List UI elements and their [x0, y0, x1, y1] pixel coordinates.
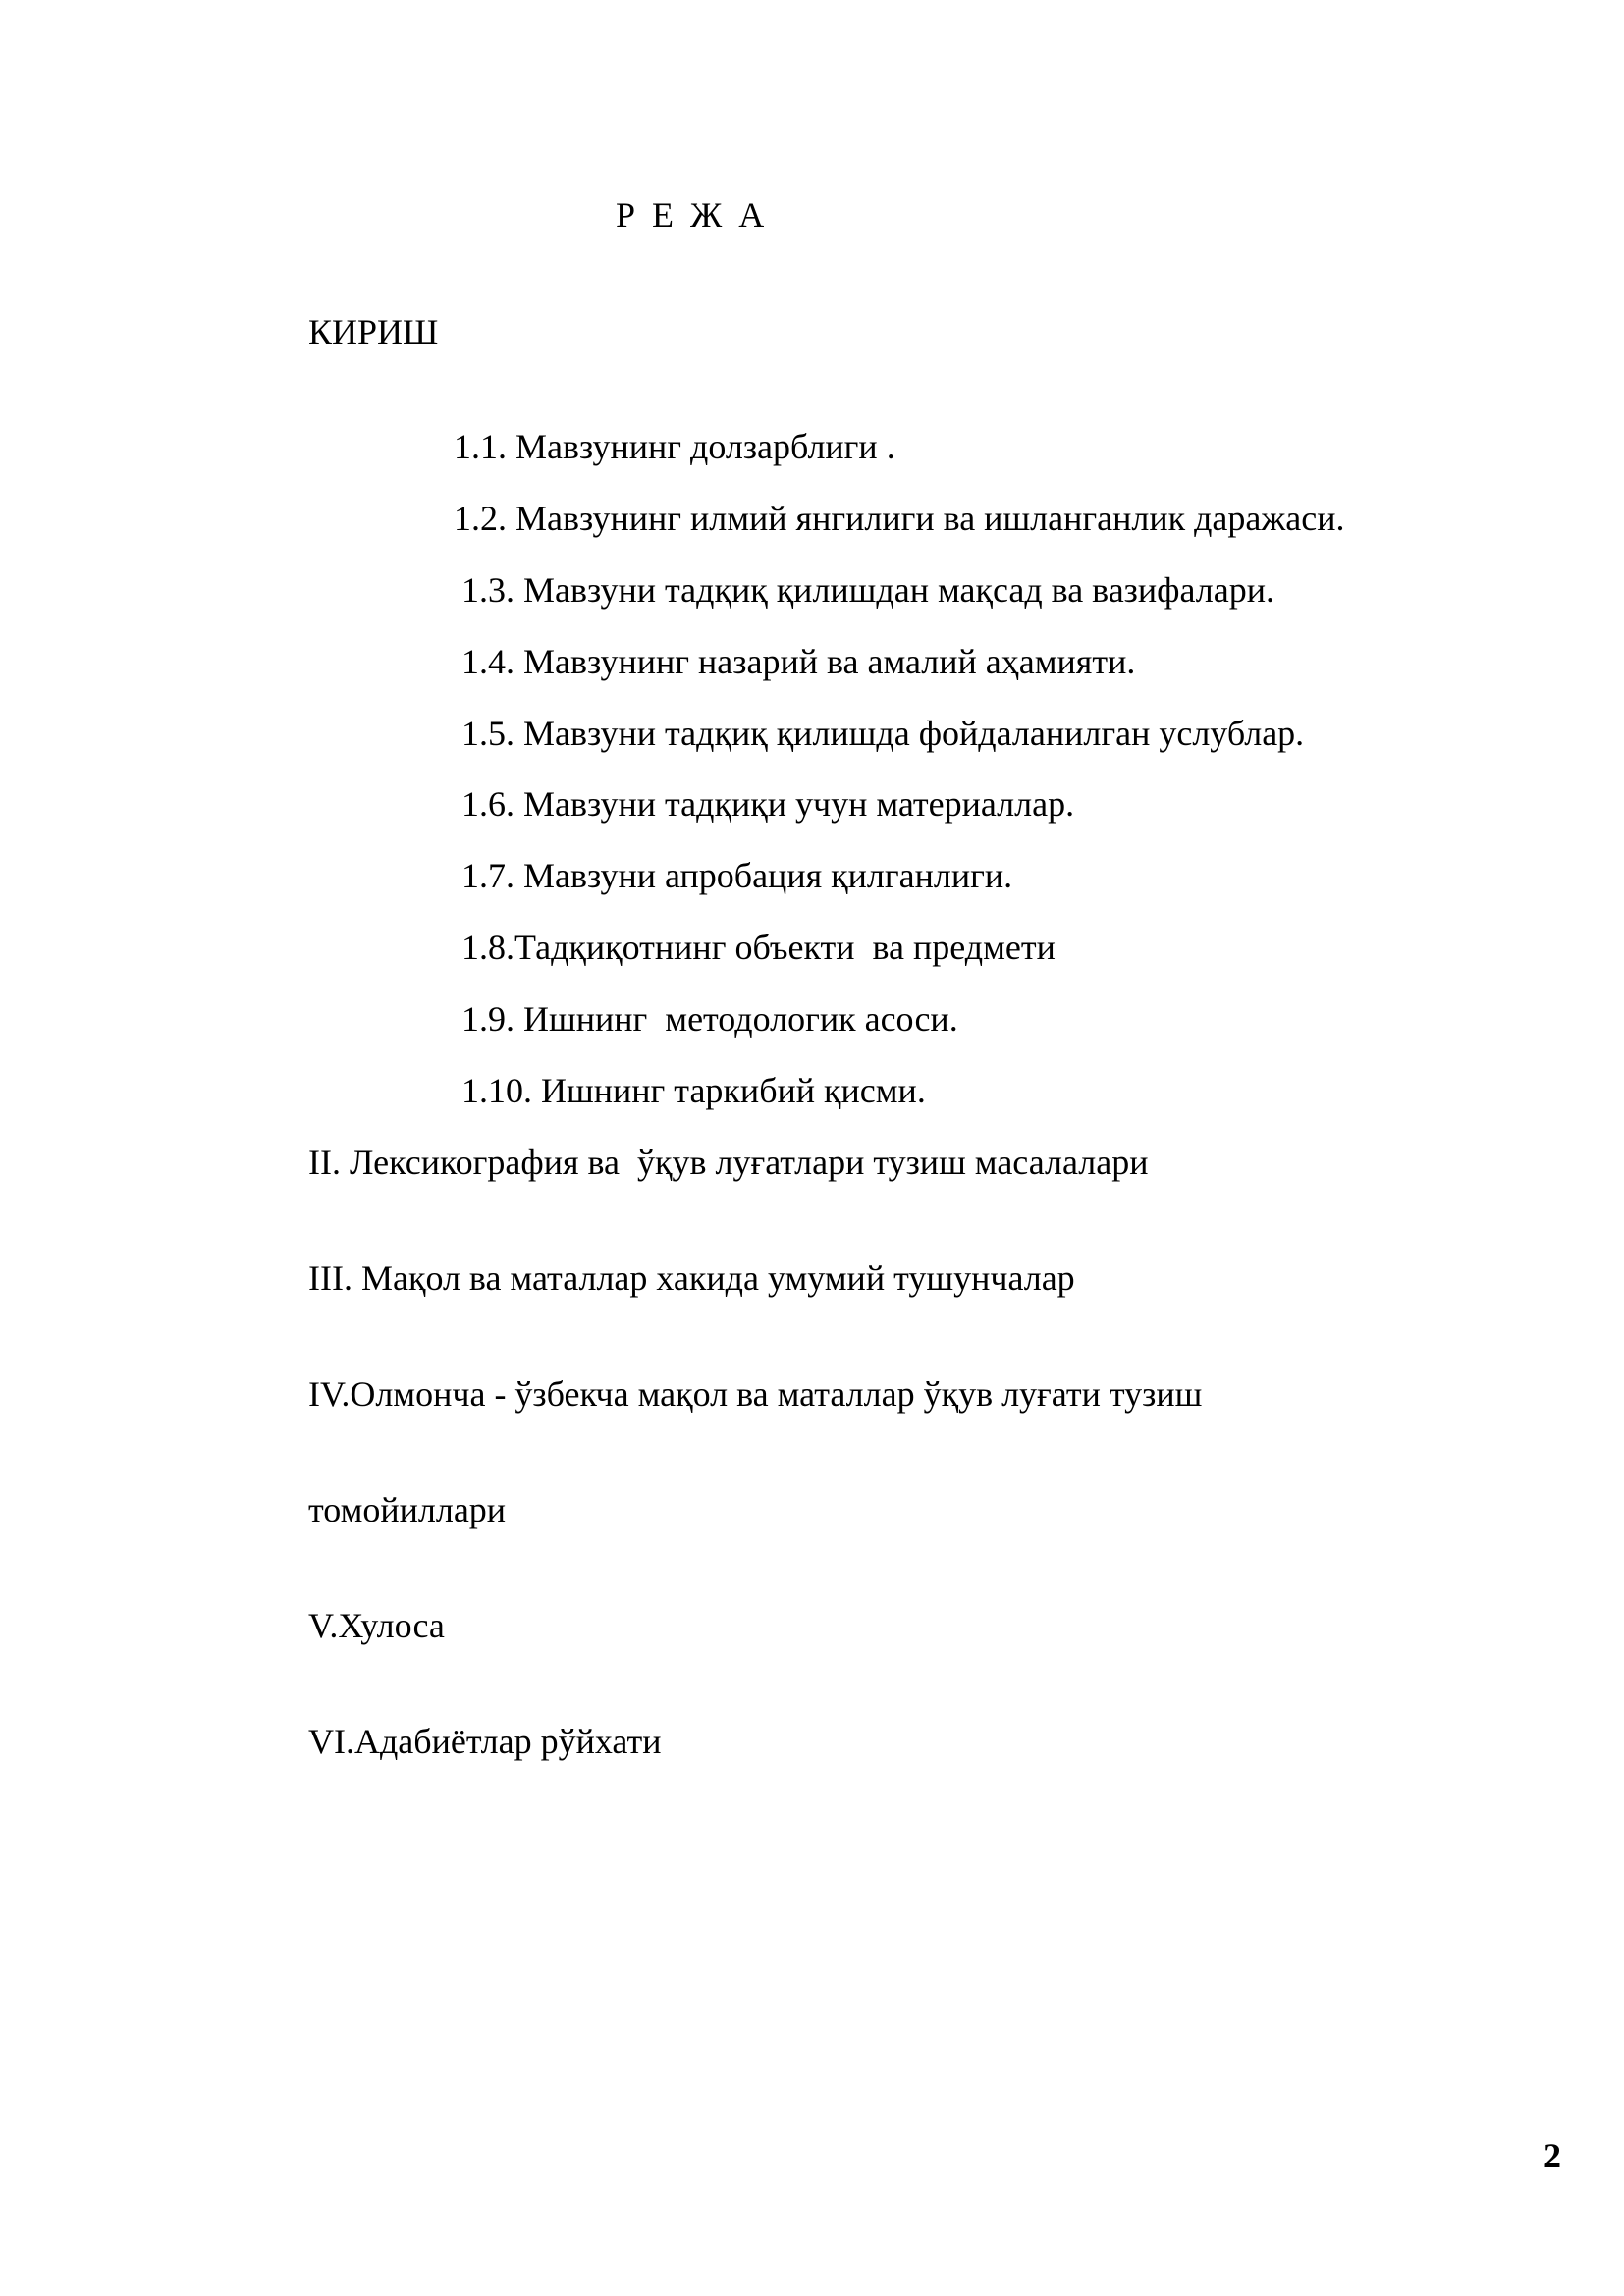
toc-subsection-1-4: 1.4. Мавзунинг назарий ва амалий аҳамияти.: [461, 642, 1136, 681]
toc-subsection-1-8: 1.8.Тадқиқотнинг объекти ва предмети: [461, 928, 1056, 967]
intro-heading: КИРИШ: [308, 312, 439, 351]
toc-chapter-4: IV.Олмонча - ўзбекча мақол ва маталлар ўқув луғати тузиш: [308, 1374, 1203, 1414]
page-number: 2: [1543, 2136, 1561, 2175]
plan-title: Р Е Ж А: [616, 195, 769, 235]
toc-subsection-1-6: 1.6. Мавзуни тадқиқи учун материаллар.: [461, 784, 1075, 824]
toc-subsection-1-1: 1.1. Мавзунинг долзарблиги .: [454, 427, 895, 466]
toc-subsection-1-10: 1.10. Ишнинг таркибий қисми.: [461, 1071, 926, 1110]
toc-chapter-3: III. Мақол ва маталлар хакида умумий тушунчалар: [308, 1258, 1075, 1298]
toc-subsection-1-3: 1.3. Мавзуни тадқиқ қилишдан мақсад ва вазифалари.: [461, 570, 1274, 610]
toc-subsection-1-7: 1.7. Мавзуни апробация қилганлиги.: [461, 856, 1013, 895]
toc-chapter-4-continued: томойиллари: [308, 1490, 507, 1529]
toc-subsection-1-9: 1.9. Ишнинг методологик асоси.: [461, 999, 958, 1039]
toc-chapter-6: VI.Адабиётлар рўйхати: [308, 1722, 662, 1761]
toc-chapter-5: V.Хулоса: [308, 1606, 445, 1645]
toc-chapter-2: II. Лексикография ва ўқув луғатлари тузиш масалалари: [308, 1143, 1149, 1182]
toc-subsection-1-5: 1.5. Мавзуни тадқиқ қилишда фойдаланилган услублар.: [461, 714, 1305, 753]
toc-subsection-1-2: 1.2. Мавзунинг илмий янгилиги ва ишланганлик даражаси.: [454, 499, 1345, 538]
